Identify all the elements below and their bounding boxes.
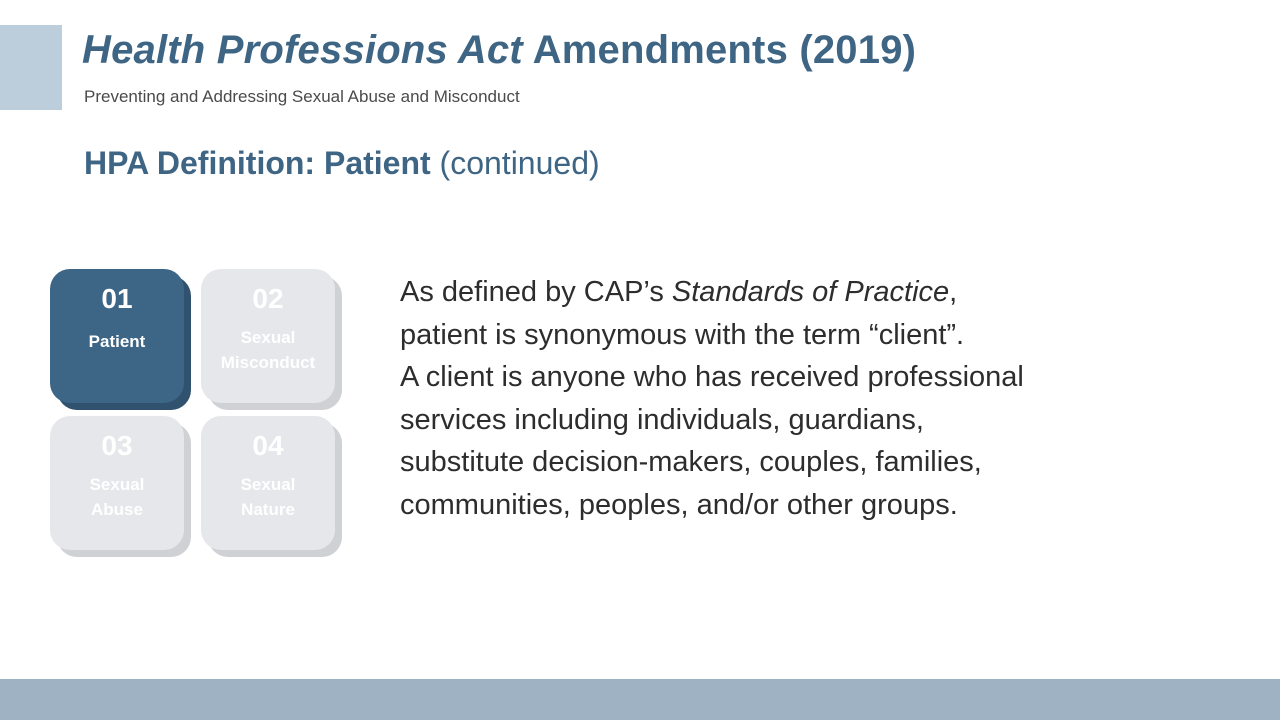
section-heading — [84, 145, 600, 182]
definition-line-4: services including individuals, guardians, — [400, 403, 924, 436]
tile-label: Patient — [88, 332, 146, 351]
standards-of-practice-reference: Standards of Practice — [671, 276, 950, 308]
definition-line-3: A client is anyone who has received professional — [400, 361, 1024, 393]
section-heading-bold: HPA Definition: Patient — [84, 145, 431, 181]
slide-title — [82, 28, 916, 73]
definition-text — [400, 271, 1260, 526]
tile-sexual-nature[interactable] — [201, 416, 335, 550]
tile-label — [201, 472, 335, 522]
definition-line-2: patient is synonymous with the term “client”. — [400, 318, 965, 351]
section-heading-light: (continued) — [430, 145, 600, 181]
definition-line-5: substitute decision-makers, couples, families, — [400, 446, 982, 478]
definition-line-1-prefix: As defined by CAP’s — [400, 276, 672, 308]
slide-subtitle: Preventing and Addressing Sexual Abuse and Misconduct — [84, 87, 520, 106]
definition-line-1 — [400, 271, 1260, 314]
tile-label — [50, 472, 184, 522]
tile-sexual-abuse[interactable] — [50, 416, 184, 550]
tile-sexual-misconduct[interactable] — [201, 269, 335, 403]
tile-number: 03 — [101, 430, 133, 461]
tile-number: 04 — [252, 430, 284, 461]
tile-label-line2: Abuse — [91, 500, 143, 519]
footer-bar — [0, 679, 1280, 720]
accent-block — [0, 25, 62, 110]
definition-line-6: communities, peoples, and/or other groups. — [400, 488, 958, 521]
tile-number: 01 — [101, 283, 133, 314]
tile-label-line1: Sexual — [240, 328, 296, 347]
definition-line-1-suffix: , — [949, 276, 958, 308]
tile-patient[interactable] — [50, 269, 184, 403]
tile-label — [201, 325, 335, 375]
title-italic-part: Health Professions Act — [82, 28, 523, 72]
tile-label-line2: Nature — [241, 500, 295, 519]
title-rest-part: Amendments (2019) — [522, 28, 917, 72]
tile-label-line2: Misconduct — [220, 353, 316, 372]
tile-label-line1: Sexual — [240, 475, 296, 494]
tile-number: 02 — [252, 283, 284, 314]
tile-label-line1: Sexual — [89, 475, 145, 494]
